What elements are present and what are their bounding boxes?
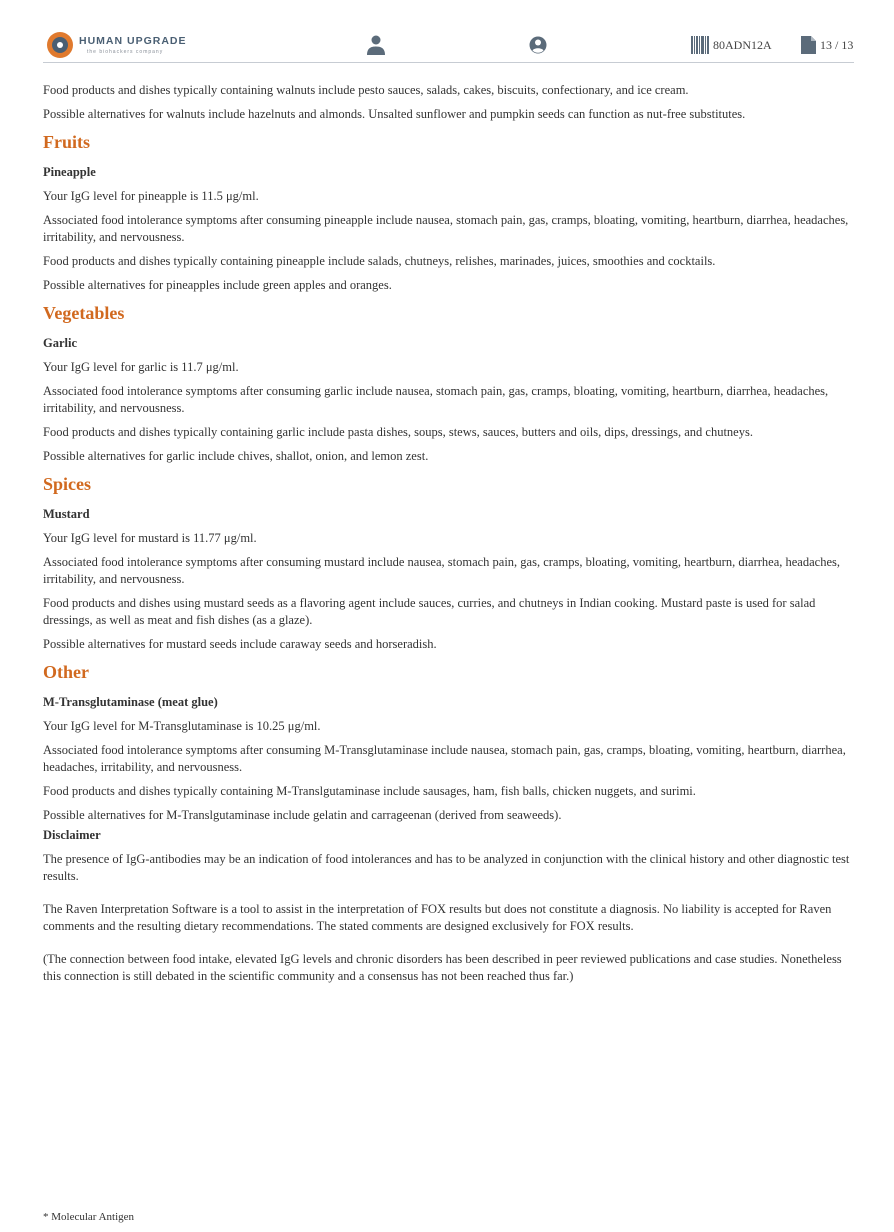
- disclaimer-title: Disclaimer: [43, 828, 101, 842]
- alternatives-text: Possible alternatives for M-Translgutaminase include gelatin and carrageenan (derived from seaweeds).: [43, 808, 562, 822]
- igg-level: Your IgG level for pineapple is 11.5 μg/ml.: [43, 189, 259, 203]
- disclaimer-paragraph: (The connection between food intake, elevated IgG levels and chronic disorders has been described in peer reviewed publications and case studies. Nonetheless this connection is still debated in the scientific community and a consensus has not been reached thus far.): [43, 952, 842, 983]
- sample-id: 80ADN12A: [713, 38, 772, 52]
- footnote: * Molecular Antigen: [43, 1211, 135, 1223]
- disclaimer-paragraph: The Raven Interpretation Software is a tool to assist in the interpretation of FOX results but does not constitute a diagnosis. No liability is accepted for Raven comments and the resulting dietary recommendations. The stated comments are designed exclusively for FOX results.: [43, 902, 832, 933]
- symptoms-text: Associated food intolerance symptoms after consuming garlic include nausea, stomach pain, gas, cramps, bloating, vomiting, heartburn, diarrhea, headaches, irritability, and nervousness.: [43, 384, 829, 415]
- disclaimer: [43, 827, 857, 985]
- food-name: Mustard: [43, 507, 90, 521]
- alternatives-text: Possible alternatives for mustard seeds include caraway seeds and horseradish.: [43, 637, 437, 651]
- section-title: Vegetables: [43, 303, 125, 323]
- brand-name: HUMAN UPGRADE: [79, 35, 187, 47]
- patient-icon: [366, 34, 386, 56]
- page-header: [43, 28, 854, 63]
- barcode-icon: [691, 36, 710, 54]
- symptoms-text: Associated food intolerance symptoms after consuming mustard include nausea, stomach pain, gas, cramps, bloating, vomiting, heartburn, diarrhea, headaches, irritability, and nervousness.: [43, 555, 840, 586]
- section-other: [43, 661, 857, 824]
- igg-level: Your IgG level for garlic is 11.7 μg/ml.: [43, 360, 239, 374]
- alternatives-text: Possible alternatives for garlic include chives, shallot, onion, and lemon zest.: [43, 449, 429, 463]
- intro-paragraph: Possible alternatives for walnuts include hazelnuts and almonds. Unsalted sunflower and pumpkin seeds can function as nut-free substitutes.: [43, 107, 746, 121]
- section-fruits: [43, 131, 857, 294]
- food-name: Garlic: [43, 336, 78, 350]
- section-spices: [43, 473, 857, 653]
- symptoms-text: Associated food intolerance symptoms after consuming pineapple include nausea, stomach pain, gas, cramps, bloating, vomiting, heartburn, diarrhea, headaches, irritability, and nervousness.: [43, 213, 849, 244]
- logo-icon: [47, 32, 73, 58]
- food-name: Pineapple: [43, 165, 96, 179]
- foods-text: Food products and dishes typically containing pineapple include salads, chutneys, relishes, marinades, juices, smoothies and cocktails.: [43, 254, 716, 268]
- section-title: Spices: [43, 474, 92, 494]
- account-circle-icon: [528, 34, 548, 56]
- foods-text: Food products and dishes typically containing garlic include pasta dishes, soups, stews, sauces, butters and oils, dips, dressings, and chutneys.: [43, 425, 753, 439]
- igg-level: Your IgG level for mustard is 11.77 μg/ml.: [43, 531, 257, 545]
- intro-paragraph: Food products and dishes typically containing walnuts include pesto sauces, salads, cakes, biscuits, confectionary, and ice cream.: [43, 83, 689, 97]
- symptoms-text: Associated food intolerance symptoms after consuming M-Transglutaminase include nausea, stomach pain, gas, cramps, bloating, vomiting, heartburn, diarrhea, headaches, irritability, and nervousness.: [43, 743, 846, 774]
- section-vegetables: [43, 302, 857, 465]
- foods-text: Food products and dishes using mustard seeds as a flavoring agent include sauces, curries, and chutneys in Indian cooking. Mustard paste is used for salad dressings, as well as meat and fish dishes (as a glaze).: [43, 596, 816, 627]
- igg-level: Your IgG level for M-Transglutaminase is 10.25 μg/ml.: [43, 719, 321, 733]
- document-icon: [801, 36, 816, 54]
- brand-tagline: the biohackers company: [87, 49, 164, 55]
- report-content: [43, 82, 857, 992]
- alternatives-text: Possible alternatives for pineapples include green apples and oranges.: [43, 278, 392, 292]
- section-title: Other: [43, 662, 89, 682]
- food-name: M-Transglutaminase (meat glue): [43, 695, 218, 709]
- page-indicator: 13 / 13: [820, 38, 854, 52]
- section-title: Fruits: [43, 132, 90, 152]
- foods-text: Food products and dishes typically containing M-Translgutaminase include sausages, ham, fish balls, chicken nuggets, and surimi.: [43, 784, 696, 798]
- disclaimer-paragraph: The presence of IgG-antibodies may be an indication of food intolerances and has to be analyzed in conjunction with the clinical history and other diagnostic test results.: [43, 852, 850, 883]
